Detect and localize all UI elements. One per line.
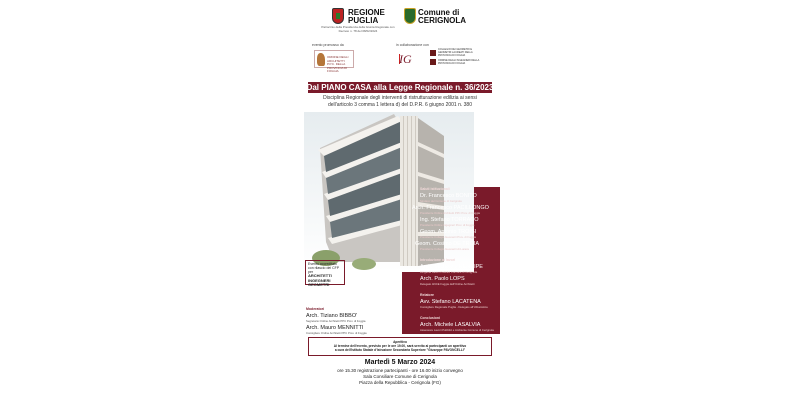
intro-speaker-name: Arch. Paolo LOPS [420, 276, 465, 282]
greeting-speaker-role: Sindaco del Comune di Cerignola [420, 199, 462, 203]
college-logo-row [430, 48, 488, 57]
architects-order-logo-text: ORDINE DEGLI ARCHITETTI P.P.C. DELLA PROVINCIA DI FOGGIA [327, 55, 349, 73]
comune-label: Comune di [418, 8, 460, 17]
greeting-speaker-role: Presidente Ordine Ingegneri Prov. di Foggia [420, 223, 475, 227]
collaboration-label: in collaborazione con [396, 43, 429, 47]
promoted-by-label: evento promosso da [312, 43, 344, 47]
event-title: Dal PIANO CASA alla Legge Regionale n. 36/2023 [306, 83, 494, 92]
moderator-name: Arch. Mauro MENNITTI [306, 325, 364, 331]
event-time: ore 15.30 registrazione partecipanti - ore 16.00 inizio convegno [337, 368, 463, 373]
college-logo-text: COLLEGIO DEI GEOMETRI E GEOMETRI LAUREATI DELLA PROVINCIA DI FOGGIA [438, 48, 473, 57]
aperitivo-line: Al termine dell'evento, previsto per le ore 19.00, sarà servito ai partecipanti un aperitivo [333, 344, 467, 348]
ig-logo-text: IG [399, 52, 412, 66]
intro-speaker-role: Delegato ANCE Foggia dell'Ordine Architetti [420, 282, 475, 286]
accreditation-line: con rilascio dei CFP per [308, 266, 340, 274]
subtitle-line: dell'articolo 3 comma 1 lettera d) del D.P.R. 6 giugno 2001 n. 380 [327, 101, 472, 108]
intro-speaker-role: Dirigente Lavori Pubblici Comune di Cerignola [420, 270, 478, 274]
regione-puglia-crest-icon [332, 8, 344, 24]
aperitivo-banner [308, 337, 492, 356]
credential-architetti: ARCHITETTI [308, 273, 332, 278]
moderator-role: Segretario Ordine Architetti PPC Prov. di Foggia [306, 319, 366, 323]
aperitivo-line: a cura dell'Istituto Statale d'Istruzione Secondaria Superiore "Giuseppe PAVONCELLI" [334, 348, 466, 352]
greetings-heading: Saluti istituzionali [420, 187, 450, 191]
moderator-role: Consigliere Ordine Architetti PPC Prov. di Foggia [306, 331, 367, 335]
greeting-speaker-name: Dr. Francesco BONITO [420, 193, 477, 199]
greeting-speaker-name: Geom. Cosimo DE TROIA [415, 241, 480, 247]
conclusions-speaker-name: Arch. Michele LASALVIA [420, 322, 481, 328]
speaker-heading: Relatore [420, 293, 435, 297]
architect-head-icon [317, 53, 325, 66]
college-square-icon [430, 59, 436, 65]
greeting-speaker-role: Presidente Collegio Geometri Prov. di Foggia [420, 235, 476, 239]
greeting-speaker-role: Presidente Collegio Geometri di Lucera [420, 247, 469, 251]
event-poster [300, 0, 500, 400]
speaker-name: Avv. Stefano LACATENA [420, 299, 481, 305]
credential-geometri: GEOMETRI [308, 282, 330, 287]
greeting-speaker-name: Arch. Francesco PACILLONGO [412, 205, 489, 211]
accreditation-line: Evento accreditato [308, 262, 337, 266]
conclusions-speaker-role: Assessore Lavori Pubblici e Ambiente Comune di Cerignola [420, 328, 494, 332]
professional-colleges-logos [430, 48, 488, 67]
regione-label: REGIONE [348, 8, 385, 17]
sponsors-row [300, 43, 500, 79]
moderators-heading: Moderatori [306, 307, 325, 311]
architects-order-logo [314, 50, 354, 73]
comune-cerignola-crest-icon [404, 8, 416, 24]
college-logo-text: ORDINE DEGLI INGEGNERI DELLA PROVINCIA DI FOGGIA [438, 59, 480, 65]
puglia-label: PUGLIA [348, 16, 379, 25]
intro-heading: Introduzione ai lavori [420, 258, 456, 262]
speaker-role: Consigliere Regionale Puglia - Delegato all'Urbanistica [420, 305, 488, 309]
aperitivo-label: Aperitivo [393, 340, 407, 344]
event-address: Piazza della Repubblica - Cerignola (FG) [359, 380, 441, 385]
moderator-name: Arch. Tiziano BIBBO' [306, 313, 358, 319]
event-date: Martedì 5 Marzo 2024 [364, 359, 436, 366]
ig-logo [396, 50, 418, 72]
conclusions-heading: Conclusioni [420, 316, 441, 320]
credential-ingegneri: INGEGNERI [308, 277, 331, 283]
college-square-icon [430, 50, 436, 56]
event-subtitle [308, 95, 492, 108]
poster-header [300, 5, 500, 39]
intro-speaker-name: Arch. Michele PRENCIPE [420, 264, 483, 270]
patronage-note: Patrocinio della Presidenza della Giunta Regionale con Decreto n. 78 del 08/02/2024 [321, 25, 395, 33]
greeting-speaker-name: Geom. Antonio TROISI [420, 229, 477, 235]
accreditation-box [305, 260, 345, 285]
college-logo-row [430, 59, 488, 65]
greeting-speaker-role: Presidente Ordine Architetti PPC Prov. di Foggia [420, 211, 480, 215]
main-area [300, 112, 500, 334]
greeting-speaker-name: Ing. Stefano TORRACO [420, 217, 479, 223]
event-venue: Sala Consiliare Comune di Cerignola [363, 374, 437, 379]
cerignola-label: CERIGNOLA [418, 16, 466, 25]
subtitle-line: Disciplina Regionale degli interventi di ristrutturazione edilizia ai sensi [323, 95, 477, 101]
